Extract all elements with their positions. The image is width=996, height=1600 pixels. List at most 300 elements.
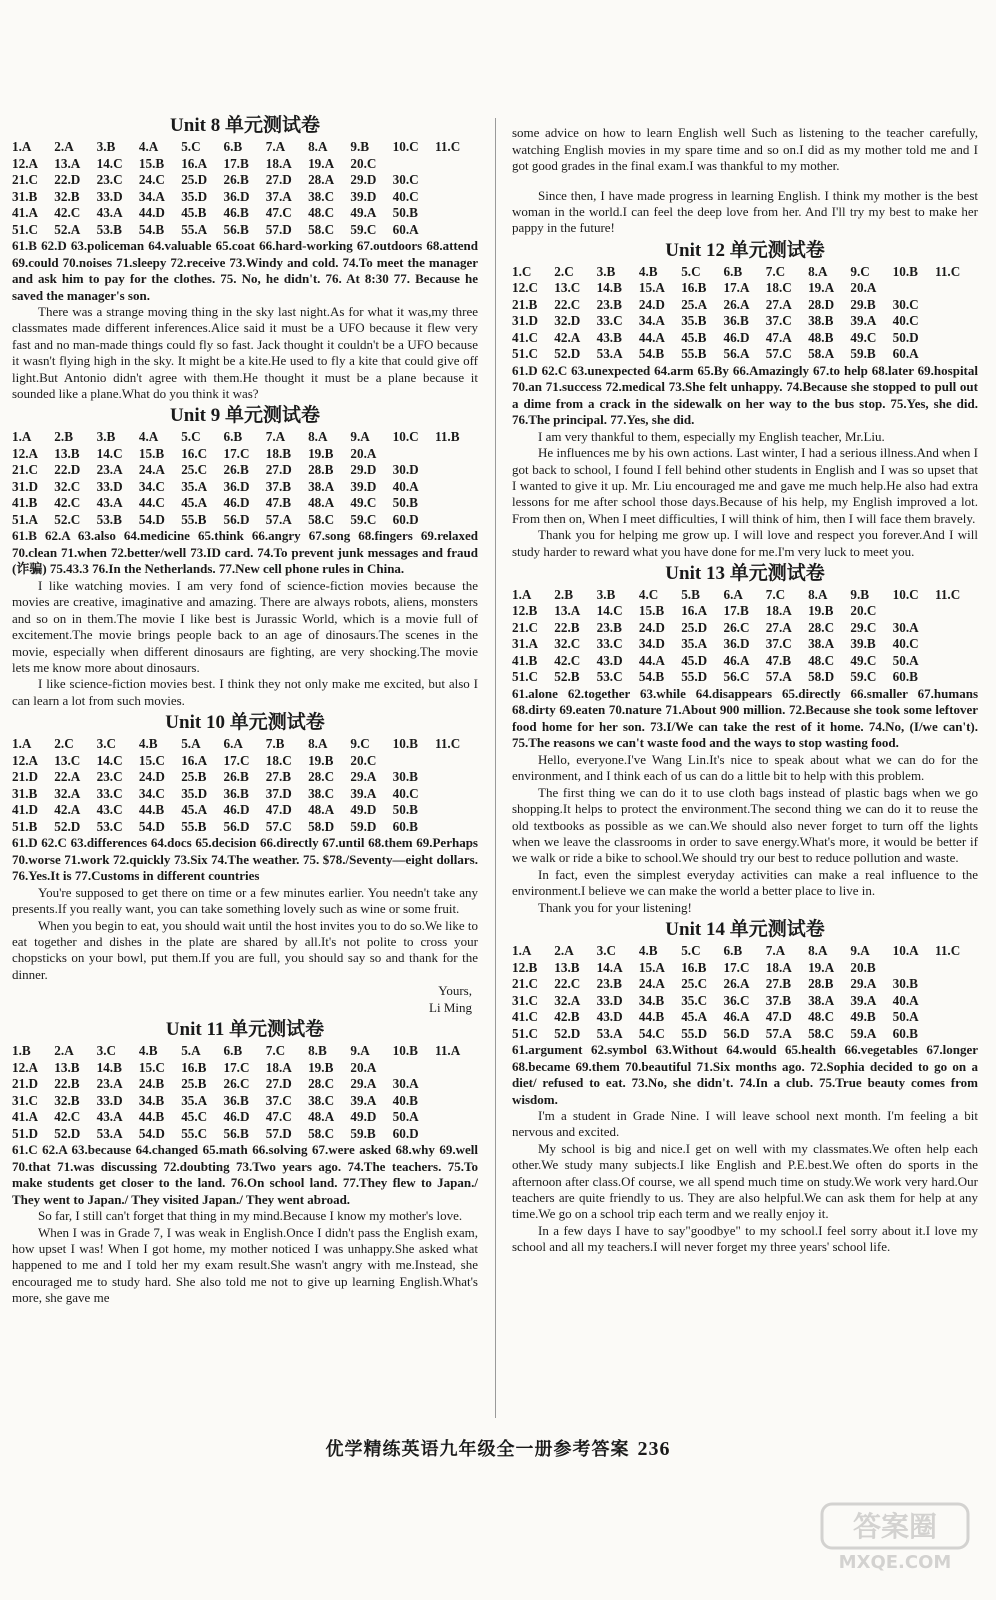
answer-item: 58.C [308, 221, 335, 237]
answer-item: 13.C [554, 280, 581, 296]
answer-item: 24.C [138, 172, 165, 187]
unit-section [512, 563, 978, 916]
answer-item: 36.D [723, 636, 750, 652]
answer-row [512, 280, 978, 297]
answer-item: 60.D [392, 511, 419, 527]
signature-line: Yours, [438, 983, 472, 999]
unit-title: Unit 8 单元测试卷 [170, 115, 320, 136]
answer-item: 47.D [765, 1009, 792, 1025]
watermark-logo [820, 1502, 970, 1574]
answer-item: 40.A [892, 992, 919, 1008]
paragraph: In fact, even the simplest everyday activities can make a real influence to the environment.I believe we can make the world a better place to live in. [512, 866, 978, 899]
answer-item: 58.C [808, 1025, 835, 1041]
answer-item: 12.B [512, 603, 538, 619]
paragraph: Thank you for your listening! [538, 899, 692, 915]
answer-item: 34.C [138, 478, 165, 494]
answer-item: 6.B [723, 263, 743, 279]
answer-item: 20.B [850, 959, 876, 975]
answer-item: 23.C [96, 172, 123, 187]
answer-item: 31.D [512, 313, 539, 329]
answer-row [512, 346, 978, 363]
answer-item: 1.A [512, 943, 532, 959]
answer-item: 27.B [265, 769, 292, 785]
answer-item: 26.B [223, 462, 249, 478]
answer-item: 53.B [96, 221, 122, 237]
answer-item: 40.C [892, 636, 919, 652]
answer-item: 5.A [181, 736, 201, 752]
answer-item: 5.C [681, 263, 701, 279]
answer-item: 8.A [808, 943, 828, 959]
answer-item: 29.A [850, 976, 877, 992]
paragraph: I like watching movies. I am very fond of science-fiction movies because the movies are creative, imaginative and amazing. There are always robots, aliens, monsters and so on in them.The movie I like best is Jurassic World, which is a movie full of excitement.The movie brings people back to an age of dinosaurs.The scenes in the movie, especially when different dinosaurs are fighting, are very shocking.The movie lets me know more about dinosaurs. [12, 577, 478, 675]
column-divider [495, 118, 496, 1418]
answer-item: 9.C [350, 736, 370, 752]
answer-extra: 61.B 62.A 63.also 64.medicine 65.think 66.angry 67.song 68.fingers 69.relaxed 70.clean 71.when 72.better/well 73.ID card. 74.To prevent junk messages and fraud (诈骗) 75.43.3 76.In the Netherlands. 77.New cell phone rules in China. [12, 528, 478, 577]
answer-item: 18.C [265, 752, 292, 768]
answer-item: 47.D [265, 802, 292, 818]
answer-item: 33.C [96, 785, 123, 801]
answer-item: 35.A [181, 1092, 208, 1108]
answer-extra: 61.D 62.C 63.unexpected 64.arm 65.By 66.Amazingly 67.to help 68.later 69.hospital 70.an 71.success 72.medical 73.She felt unhappy. 74.Because she stopped to pull out a dime from a crack in the sidewalk on her way to the bus stop. 75.Yes, she did. 76.The principal. 77.Yes, she did. [512, 362, 978, 428]
answer-row [12, 1109, 478, 1126]
answer-item: 30.B [892, 976, 918, 992]
answer-item: 49.A [350, 205, 377, 220]
answer-item: 10.B [392, 1043, 418, 1059]
answer-item: 30.C [392, 172, 419, 187]
answer-item: 24.D [638, 296, 665, 312]
answer-row [12, 736, 478, 753]
answer-item: 25.C [681, 976, 708, 992]
answer-item: 52.D [554, 346, 581, 362]
answer-item: 25.B [181, 1076, 207, 1092]
answer-item: 33.D [596, 992, 623, 1008]
answer-item: 40.B [392, 1092, 418, 1108]
answer-item: 32.A [54, 785, 81, 801]
answer-item: 53.A [596, 346, 623, 362]
answer-item: 22.D [54, 462, 81, 478]
answer-item: 11.C [934, 586, 961, 602]
answer-item: 10.C [392, 139, 419, 154]
answer-row [512, 313, 978, 330]
answer-item: 47.C [265, 205, 292, 220]
left-column [12, 112, 478, 1307]
answer-item: 57.C [765, 346, 792, 362]
answer-item: 22.C [554, 296, 581, 312]
answer-item: 22.B [54, 1076, 80, 1092]
answer-item: 46.D [223, 1109, 250, 1125]
answer-row [12, 819, 478, 836]
answer-item: 42.C [54, 1109, 81, 1125]
answer-item: 35.D [181, 188, 208, 204]
answer-item: 36.B [223, 785, 249, 801]
answer-item: 20.C [350, 155, 377, 171]
answer-item: 50.A [892, 652, 919, 668]
answer-item: 43.A [96, 205, 123, 220]
answer-item: 45.B [181, 205, 207, 220]
answer-item: 27.D [265, 172, 292, 187]
paragraph: I like science-fiction movies best. I think they not only make me excited, but also I can learn a lot from such movies. [12, 676, 478, 708]
answer-item: 50.D [892, 329, 919, 345]
answer-item: 56.A [723, 346, 750, 362]
answer-item: 47.B [265, 495, 292, 511]
answer-item: 12.A [12, 445, 39, 461]
answer-item: 60.B [392, 818, 418, 834]
answer-item: 28.C [308, 769, 335, 785]
answer-item: 46.A [723, 1009, 750, 1025]
page-footer [0, 1435, 996, 1461]
answer-item: 21.D [12, 769, 39, 785]
paragraph: There was a strange moving thing in the sky last night.As for what it was,my three classmates made different inferences.Alice said it must be a UFO because it flew very fast and no man-made things could fly so fast. Jack thought it couldn't be a UFO because it wasn't flying high in the sky. It might be a kite.He used to fly a kite that could give off light.But Antonio didn't agree with them.He thought it must be a plane because it sounded like a plane.What do you think it was? [12, 304, 478, 402]
answer-item: 49.C [850, 329, 877, 345]
answer-item: 3.B [96, 429, 116, 445]
answer-item: 50.B [392, 205, 418, 220]
answer-item: 31.B [12, 188, 38, 204]
answer-item: 23.C [96, 769, 123, 785]
answer-item: 44.C [138, 495, 165, 511]
answer-item: 9.B [850, 586, 870, 602]
answer-item: 51.A [12, 511, 39, 527]
answer-item: 42.C [554, 652, 581, 668]
answer-row [512, 993, 978, 1010]
answer-item: 58.C [308, 1125, 335, 1141]
answer-item: 46.D [723, 329, 750, 345]
answer-item: 10.B [392, 736, 418, 752]
answer-item: 24.D [638, 619, 665, 635]
answer-item: 50.A [892, 1009, 919, 1025]
answer-item: 37.B [265, 478, 292, 494]
answer-item: 48.C [808, 1009, 835, 1025]
answer-extra: 61.D 62.C 63.differences 64.docs 65.decision 66.directly 67.until 68.them 69.Perhaps 70.worse 71.work 72.quickly 73.Six 74.The weather. 75. $78./Seventy—eight dollars. 76.Yes.It is 77.Customs in different countries [12, 835, 478, 884]
answer-item: 21.B [512, 296, 538, 312]
answer-row [12, 753, 478, 770]
answer-item: 40.A [392, 478, 419, 494]
signature-line: Li Ming [429, 999, 472, 1015]
answer-item: 44.A [638, 652, 665, 668]
answer-item: 38.B [808, 313, 834, 329]
answer-item: 2.C [554, 263, 574, 279]
answer-item: 48.A [308, 495, 335, 511]
answer-item: 4.B [638, 943, 658, 959]
answer-item: 55.B [681, 346, 707, 362]
answer-item: 17.A [723, 280, 750, 296]
answer-item: 19.B [808, 603, 834, 619]
answer-item: 46.D [223, 802, 250, 818]
answer-item: 27.B [765, 976, 792, 992]
answer-item: 50.B [392, 495, 418, 511]
answer-item: 11.C [434, 736, 461, 752]
answer-item: 39.A [350, 785, 377, 801]
answer-item: 52.C [54, 511, 81, 527]
answer-item: 24.D [138, 769, 165, 785]
answer-item: 20.A [350, 445, 377, 461]
answer-item: 29.D [350, 462, 377, 478]
answer-item: 24.A [138, 462, 165, 478]
paragraph: You're supposed to get there on time or a few minutes earlier. You needn't take any presents.If you really want, you can take something lovely such as wine or some fruit. [12, 884, 478, 917]
answer-item: 46.D [223, 495, 250, 511]
answer-item: 2.B [54, 429, 73, 445]
answer-item: 29.C [850, 619, 877, 635]
answer-item: 7.A [765, 943, 786, 959]
answer-item: 9.B [350, 139, 370, 154]
answer-item: 2.A [54, 139, 74, 154]
answer-item: 14.B [596, 280, 622, 296]
answer-item: 21.C [512, 976, 539, 992]
answer-item: 56.B [223, 221, 249, 237]
answer-item: 2.B [554, 586, 573, 602]
answer-item: 13.B [54, 445, 80, 461]
answer-item: 49.D [350, 802, 377, 818]
answer-row [12, 462, 478, 479]
answer-item: 25.B [181, 769, 207, 785]
answer-item: 1.A [12, 139, 32, 154]
answer-item: 23.A [96, 1076, 123, 1092]
answer-item: 54.D [138, 511, 165, 527]
answer-item: 60.D [392, 1125, 419, 1141]
answer-item: 47.C [265, 1109, 292, 1125]
answer-item: 28.C [308, 1076, 335, 1092]
answer-item: 60.B [892, 669, 918, 685]
answer-item: 16.B [681, 280, 707, 296]
answer-row [12, 446, 478, 463]
answer-item: 10.C [392, 429, 419, 445]
paragraph: When I was in Grade 7, I was weak in English.Once I didn't pass the English exam, how upset I was! When I got home, my mother noticed I was unhappy.She asked what happened to me and I told her my exam result.She wasn't angry with me.Instead, she encouraged me to study hard. She also told me not to give up learning English.What's more, she gave me [12, 1224, 478, 1306]
right-column [512, 112, 978, 1256]
paragraph: I am very thankful to them, especially my English teacher, Mr.Liu. [538, 428, 885, 444]
answer-item: 6.B [223, 429, 243, 445]
answer-item: 50.B [392, 802, 418, 818]
answer-item: 37.C [765, 636, 792, 652]
answer-item: 11.C [934, 943, 961, 959]
answer-item: 7.A [265, 429, 286, 445]
answer-item: 9.A [350, 429, 370, 445]
unit-title: Unit 10 单元测试卷 [165, 712, 325, 734]
answer-item: 12.A [12, 752, 39, 768]
answer-item: 31.C [12, 1092, 39, 1108]
answer-item: 31.C [512, 992, 539, 1008]
answer-item: 13.C [54, 752, 81, 768]
answer-item: 57.A [765, 1025, 792, 1041]
answer-item: 3.C [596, 943, 617, 959]
answer-item: 30.C [892, 296, 919, 312]
answer-item: 14.B [96, 1059, 122, 1075]
answer-item: 19.B [308, 1059, 334, 1075]
answer-item: 34.B [638, 992, 665, 1008]
answer-item: 26.B [223, 769, 249, 785]
answer-item: 56.B [223, 1125, 249, 1141]
answer-item: 20.A [850, 280, 877, 296]
answer-item: 23.B [596, 976, 622, 992]
answer-row [512, 669, 978, 686]
answer-item: 29.A [350, 1076, 377, 1092]
answer-row [12, 189, 478, 206]
answer-item: 6.B [223, 139, 243, 154]
answer-item: 22.A [54, 769, 81, 785]
answer-item: 1.A [12, 429, 32, 445]
answer-item: 14.C [96, 155, 123, 171]
unit-section [12, 115, 478, 402]
answer-item: 38.A [808, 636, 835, 652]
answer-item: 51.B [12, 818, 38, 834]
unit-title: Unit 14 单元测试卷 [665, 919, 825, 941]
answer-item: 4.A [138, 429, 159, 445]
answer-row [512, 603, 978, 620]
answer-item: 38.C [308, 1092, 335, 1108]
answer-item: 27.A [765, 296, 792, 312]
answer-item: 43.B [596, 329, 622, 345]
answer-item: 17.C [723, 959, 750, 975]
answer-item: 56.D [223, 818, 250, 834]
answer-item: 47.B [765, 652, 792, 668]
answer-item: 58.A [808, 346, 835, 362]
answer-item: 59.B [850, 346, 876, 362]
answer-item: 15.A [638, 280, 665, 296]
answer-item: 50.A [392, 1109, 419, 1125]
answer-item: 32.D [554, 313, 581, 329]
answer-item: 17.C [223, 1059, 250, 1075]
answer-item: 26.A [723, 976, 750, 992]
answer-item: 24.A [638, 976, 665, 992]
answer-row [12, 769, 478, 786]
answer-item: 8.A [308, 736, 328, 752]
answer-row [512, 1026, 978, 1043]
answer-item: 25.C [181, 462, 208, 478]
answer-row [12, 1043, 478, 1060]
answer-item: 42.A [54, 802, 81, 818]
answer-item: 12.C [512, 280, 539, 296]
answer-item: 49.B [850, 1009, 876, 1025]
answer-item: 54.D [138, 1125, 165, 1141]
paragraph: He influences me by his own actions. Last winter, I had a serious illness.And when I got back to school, I found I fell behind other students in English and I was so upset that I wanted to give it up. Mr. Liu encouraged me and gave me much help.He also had extra lessons for me after school those days.Because of his help, my English improved a lot. From then on, When I meet difficulties, I will think of him, then I will face them bravely. [512, 445, 978, 526]
answer-row [12, 1076, 478, 1093]
answer-item: 44.D [138, 205, 165, 220]
answer-row [12, 429, 478, 446]
answer-item: 41.B [12, 495, 38, 511]
answer-row [12, 495, 478, 512]
answer-item: 32.A [554, 992, 581, 1008]
answer-item: 48.C [308, 205, 335, 220]
answer-item: 1.C [512, 263, 532, 279]
answer-item: 28.B [308, 462, 334, 478]
answer-item: 58.D [308, 818, 335, 834]
answer-item: 16.A [681, 603, 708, 619]
answer-item: 16.A [181, 752, 208, 768]
answer-item: 1.A [12, 736, 32, 752]
answer-item: 32.B [54, 188, 80, 204]
answer-item: 42.B [554, 1009, 580, 1025]
answer-item: 3.B [96, 139, 116, 154]
answer-item: 33.D [96, 188, 123, 204]
answer-item: 18.A [265, 1059, 292, 1075]
answer-item: 48.A [308, 802, 335, 818]
answer-item: 5.C [681, 943, 701, 959]
answer-item: 26.B [223, 172, 249, 187]
answer-item: 29.B [850, 296, 876, 312]
footer-title: 优学精练英语九年级全一册参考答案 [325, 1439, 630, 1459]
answer-item: 34.D [638, 636, 665, 652]
unit-title: Unit 11 单元测试卷 [165, 1019, 325, 1041]
answer-item: 49.C [350, 495, 377, 511]
answer-item: 60.B [892, 1025, 918, 1041]
answer-row [12, 1126, 478, 1143]
answer-item: 48.A [308, 1109, 335, 1125]
answer-item: 34.B [138, 1092, 165, 1108]
unit-section [12, 712, 478, 1016]
answer-item: 59.C [350, 511, 377, 527]
answer-item: 45.A [181, 495, 208, 511]
answer-item: 46.B [223, 205, 249, 220]
answer-row [512, 636, 978, 653]
answer-item: 42.C [54, 205, 81, 220]
answer-item: 57.A [765, 669, 792, 685]
answer-item: 9.A [850, 943, 870, 959]
answer-extra: 61.argument 62.symbol 63.Without 64.would 65.health 66.vegetables 67.longer 68.became 69.them 70.beautiful 71.Six months ago. 72.Sophia decided to go on a diet/ refused to eat. 73.No, she didn't. 74.In a club. 75.True beauty comes from wisdom. [512, 1042, 978, 1107]
answer-item: 37.C [265, 1092, 292, 1108]
answer-item: 59.D [350, 818, 377, 834]
answer-item: 33.D [96, 1092, 123, 1108]
answer-item: 36.B [723, 313, 749, 329]
unit-title: Unit 13 单元测试卷 [665, 562, 825, 584]
answer-item: 39.A [350, 1092, 377, 1108]
answer-item: 15.A [638, 959, 665, 975]
answer-item: 6.A [723, 586, 743, 602]
answer-item: 23.A [96, 462, 123, 478]
answer-item: 52.B [554, 669, 580, 685]
answer-item: 52.D [54, 1125, 81, 1141]
answer-item: 12.A [12, 155, 39, 171]
answer-item: 34.C [138, 785, 165, 801]
answer-item: 36.D [223, 478, 250, 494]
answer-item: 21.C [512, 619, 539, 635]
answer-item: 21.C [12, 462, 39, 478]
answer-item: 48.C [808, 652, 835, 668]
answer-item: 44.A [638, 329, 665, 345]
answer-item: 35.D [181, 785, 208, 801]
answer-item: 59.A [850, 1025, 877, 1041]
answer-item: 51.D [12, 1125, 39, 1141]
answer-item: 40.C [392, 188, 419, 204]
answer-item: 54.B [638, 346, 665, 362]
answer-item: 41.A [12, 205, 39, 220]
answer-item: 44.B [138, 1109, 165, 1125]
answer-item: 39.A [850, 313, 877, 329]
answer-row [12, 222, 478, 239]
answer-item: 14.C [96, 445, 123, 461]
answer-row [512, 587, 978, 604]
paragraph: I'm a student in Grade Nine. I will leave school next month. I'm feeling a bit nervous and excited. [512, 1108, 978, 1140]
answer-row [12, 479, 478, 496]
answer-item: 52.D [54, 818, 81, 834]
unit-section [512, 919, 978, 1256]
answer-item: 5.C [181, 139, 201, 154]
answer-row [512, 653, 978, 670]
answer-item: 41.C [512, 329, 539, 345]
answer-item: 18.B [265, 445, 292, 461]
answer-item: 18.A [765, 603, 792, 619]
answer-row [512, 960, 978, 977]
answer-item: 9.A [350, 1043, 370, 1059]
answer-item: 52.A [54, 221, 81, 237]
answer-item: 17.C [223, 445, 250, 461]
answer-item: 52.D [554, 1025, 581, 1041]
answer-row [12, 512, 478, 529]
answer-item: 53.A [96, 1125, 123, 1141]
answer-item: 55.D [681, 1025, 708, 1041]
answer-item: 12.B [512, 959, 538, 975]
answer-item: 55.A [181, 221, 208, 237]
answer-item: 19.B [308, 752, 334, 768]
answer-item: 37.A [265, 188, 292, 204]
answer-item: 53.B [96, 511, 122, 527]
